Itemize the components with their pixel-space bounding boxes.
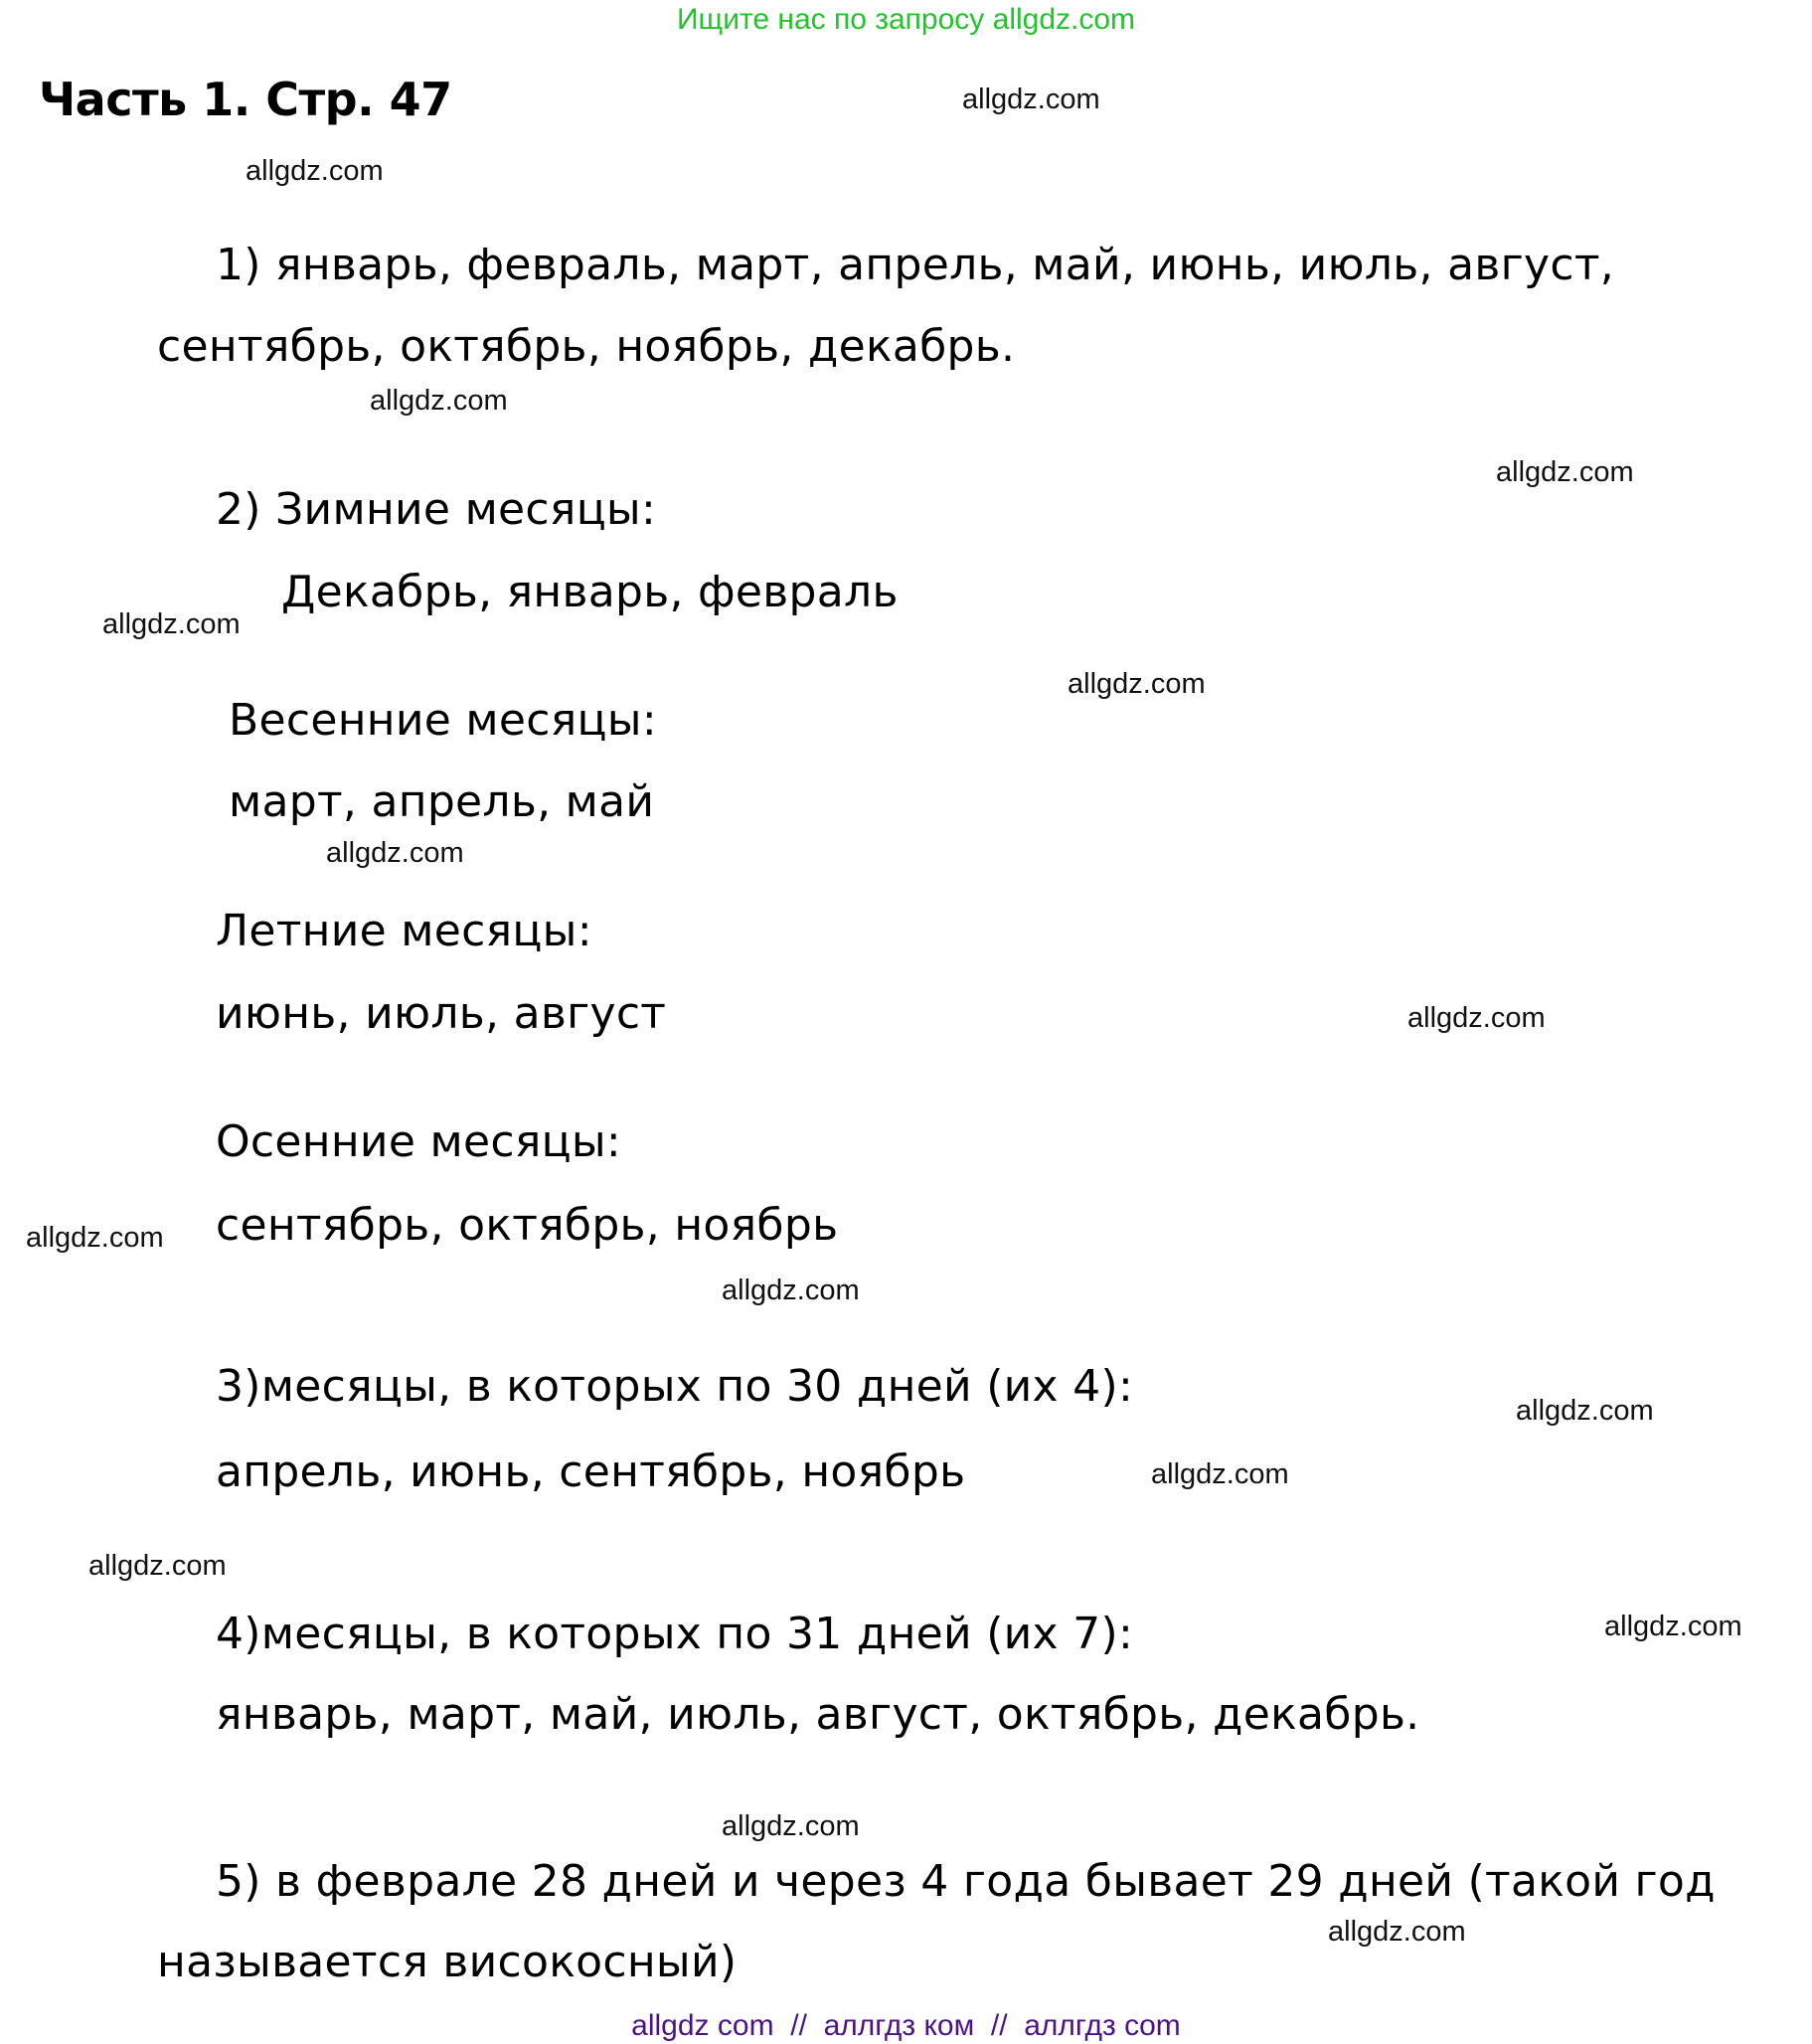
page-title: Часть 1. Стр. 47 (39, 73, 452, 126)
answer-4-heading: 4)месяцы, в которых по 31 дней (их 7): (216, 1609, 1134, 1659)
search-banner-text: Ищите нас по запросу allgdz.com (676, 3, 1136, 36)
winter-heading: 2) Зимние месяцы: (216, 484, 657, 535)
watermark: allgdz.com (1604, 1611, 1742, 1642)
watermark: allgdz.com (1151, 1458, 1289, 1490)
summer-months: июнь, июль, август (216, 988, 667, 1039)
answer-5-line-1: 5) в феврале 28 дней и через 4 года бывает 29 дней (такой год (216, 1856, 1716, 1907)
watermark: allgdz.com (26, 1222, 164, 1254)
answer-1-line-1: 1) январь, февраль, март, апрель, май, июнь, июль, август, (216, 240, 1615, 290)
watermark: allgdz.com (1407, 1002, 1546, 1034)
summer-heading: Летние месяцы: (216, 906, 592, 956)
spring-heading: Весенние месяцы: (229, 695, 657, 746)
watermark: allgdz.com (722, 1275, 860, 1306)
winter-months: Декабрь, январь, февраль (281, 567, 899, 617)
spring-months: март, апрель, май (229, 776, 655, 827)
watermark: allgdz.com (246, 155, 384, 187)
watermark: allgdz.com (102, 608, 241, 640)
watermark: allgdz.com (370, 385, 508, 417)
autumn-heading: Осенние месяцы: (216, 1116, 622, 1167)
watermark: allgdz.com (88, 1550, 227, 1582)
footer-watermark (0, 2008, 1812, 2044)
answer-3-heading: 3)месяцы, в которых по 30 дней (их 4): (216, 1361, 1134, 1412)
autumn-months: сентябрь, октябрь, ноябрь (216, 1200, 839, 1251)
answer-3-months: апрель, июнь, сентябрь, ноябрь (216, 1447, 966, 1497)
answer-4-months: январь, март, май, июль, август, октябрь, декабрь. (216, 1689, 1420, 1740)
answer-5-line-2: называется високосный) (157, 1937, 738, 1987)
watermark: allgdz.com (1496, 456, 1634, 488)
watermark: allgdz.com (1516, 1395, 1654, 1427)
search-banner (0, 2, 1812, 38)
watermark: allgdz.com (722, 1810, 860, 1842)
answer-1-line-2: сентябрь, октябрь, ноябрь, декабрь. (157, 321, 1016, 372)
watermark: allgdz.com (962, 84, 1100, 115)
watermark: allgdz.com (326, 837, 464, 869)
watermark: allgdz.com (1068, 668, 1206, 700)
watermark: allgdz.com (1328, 1916, 1466, 1948)
footer-text: allgdz com // аллгдз ком // аллгдз com (631, 2009, 1181, 2042)
